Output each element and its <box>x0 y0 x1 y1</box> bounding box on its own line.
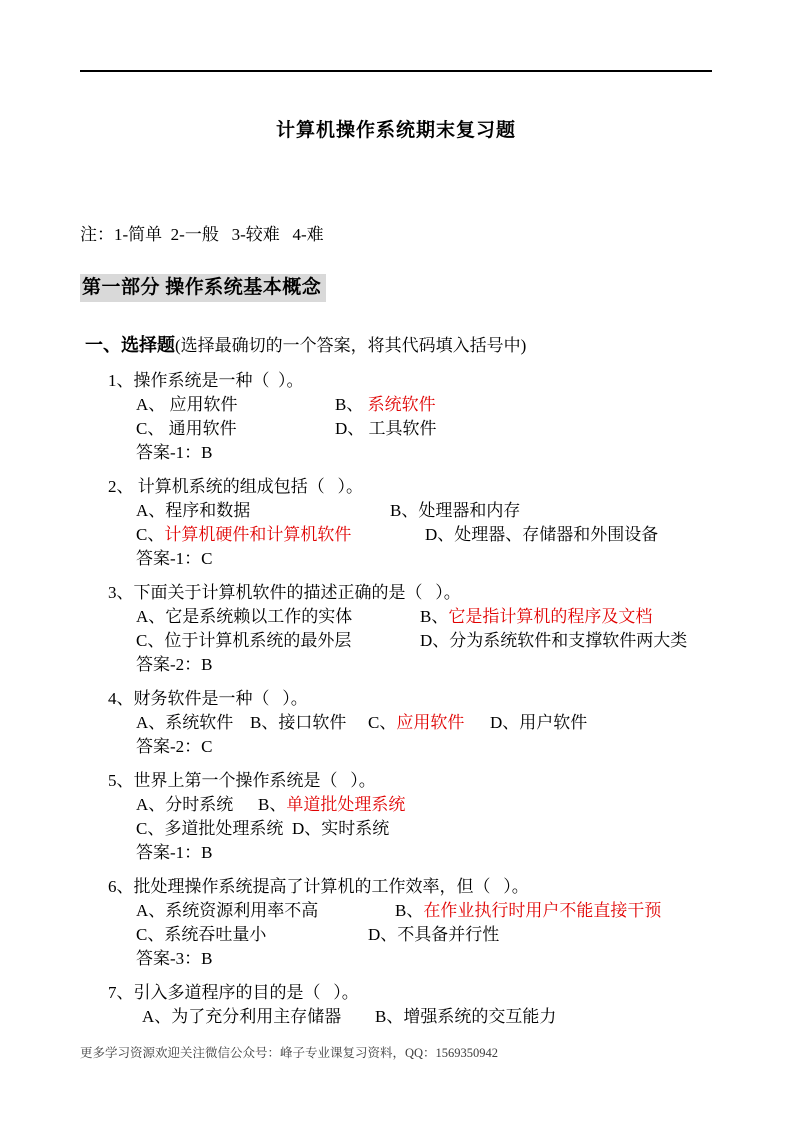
option-b <box>335 393 436 417</box>
option-c <box>136 523 425 547</box>
option-text: C、 <box>136 525 165 544</box>
option-row <box>80 499 712 523</box>
option-d <box>420 629 687 653</box>
option-d <box>335 417 437 441</box>
difficulty-note: 注：1-简单 2-一般 3-较难 4-难 <box>80 225 324 244</box>
option-text: B、 <box>395 901 424 920</box>
option-c <box>136 817 292 841</box>
option-text: B、 <box>335 395 368 414</box>
option-text: A、它是系统赖以工作的实体 <box>136 607 353 626</box>
correct-answer-text: 应用软件 <box>396 713 465 732</box>
correct-answer-text: 它是指计算机的程序及文档 <box>448 607 653 626</box>
question-stem: 6、批处理操作系统提高了计算机的工作效率，但（ ）。 <box>108 877 529 896</box>
subsection-heading <box>80 332 712 359</box>
question-2 <box>80 475 712 571</box>
document-content <box>0 70 793 1029</box>
option-a <box>136 605 420 629</box>
option-a <box>142 1005 375 1029</box>
option-text: D、处理器、存储器和外围设备 <box>425 525 659 544</box>
question-4 <box>80 687 712 759</box>
answer-line: 答案-1：C <box>136 549 213 568</box>
option-text: D、不具备并行性 <box>368 925 500 944</box>
question-stem: 4、财务软件是一种（ ）。 <box>108 689 308 708</box>
question-6 <box>80 875 712 971</box>
answer-line: 答案-3：B <box>136 949 213 968</box>
option-b <box>420 605 652 629</box>
question-stem: 3、下面关于计算机软件的描述正确的是（ ）。 <box>108 583 461 602</box>
answer-line: 答案-2：B <box>136 655 213 674</box>
option-c <box>368 711 490 735</box>
option-text: D、 工具软件 <box>335 419 437 438</box>
question-7 <box>80 981 712 1029</box>
option-d <box>292 817 389 841</box>
option-row <box>80 417 712 441</box>
header-rule <box>80 70 712 72</box>
option-text: B、处理器和内存 <box>390 501 521 520</box>
option-text: B、接口软件 <box>250 713 347 732</box>
option-text: C、位于计算机系统的最外层 <box>136 631 352 650</box>
option-text: A、程序和数据 <box>136 501 251 520</box>
option-b <box>250 711 368 735</box>
answer-line: 答案-1：B <box>136 843 213 862</box>
option-b <box>395 899 661 923</box>
answer-line: 答案-1：B <box>136 443 213 462</box>
option-text: D、分为系统软件和支撑软件两大类 <box>420 631 688 650</box>
option-d <box>425 523 658 547</box>
option-a <box>136 499 390 523</box>
option-b <box>390 499 520 523</box>
section-heading-wrap <box>80 274 712 302</box>
question-stem: 1、操作系统是一种（ ）。 <box>108 371 304 390</box>
option-c <box>136 629 420 653</box>
option-row <box>80 711 712 735</box>
option-text: C、多道批处理系统 <box>136 819 284 838</box>
option-row <box>80 899 712 923</box>
question-stem: 2、 计算机系统的组成包括（ ）。 <box>108 477 363 496</box>
option-text: A、系统软件 <box>136 713 234 732</box>
option-a <box>136 393 335 417</box>
option-text: A、分时系统 <box>136 795 234 814</box>
document-title: 计算机操作系统期末复习题 <box>275 120 516 141</box>
section-heading: 第一部分 操作系统基本概念 <box>80 274 326 302</box>
option-text: A、 应用软件 <box>136 395 238 414</box>
option-row <box>80 605 712 629</box>
option-row <box>80 393 712 417</box>
option-a <box>136 899 395 923</box>
correct-answer-text: 系统软件 <box>367 395 436 414</box>
question-stem: 7、引入多道程序的目的是（ ）。 <box>108 983 359 1002</box>
option-row <box>80 817 712 841</box>
correct-answer-text: 在作业执行时用户不能直接干预 <box>423 901 662 920</box>
answer-line: 答案-2：C <box>136 737 213 756</box>
option-a <box>136 793 258 817</box>
option-d <box>368 923 499 947</box>
question-5 <box>80 769 712 865</box>
option-c <box>136 923 368 947</box>
option-row <box>80 523 712 547</box>
option-b <box>375 1005 556 1029</box>
option-b <box>258 793 405 817</box>
option-row <box>80 923 712 947</box>
subsection-instructions: (选择最确切的一个答案，将其代码填入括号中) <box>175 336 527 355</box>
option-text: C、 通用软件 <box>136 419 237 438</box>
page-footer: 更多学习资源欢迎关注微信公众号：峰子专业课复习资料，QQ：1569350942 <box>80 1046 499 1060</box>
correct-answer-text: 计算机硬件和计算机软件 <box>164 525 352 544</box>
option-c <box>136 417 335 441</box>
question-3 <box>80 581 712 677</box>
option-text: C、系统吞吐量小 <box>136 925 267 944</box>
option-text: A、系统资源利用率不高 <box>136 901 319 920</box>
option-text: B、 <box>420 607 449 626</box>
option-text: D、用户软件 <box>490 713 588 732</box>
option-text: D、实时系统 <box>292 819 390 838</box>
question-1 <box>80 369 712 465</box>
question-stem: 5、世界上第一个操作系统是（ ）。 <box>108 771 376 790</box>
option-text: B、增强系统的交互能力 <box>375 1007 557 1026</box>
option-row <box>80 1005 712 1029</box>
option-text: B、 <box>258 795 287 814</box>
correct-answer-text: 单道批处理系统 <box>286 795 406 814</box>
option-text: A、为了充分利用主存储器 <box>142 1007 342 1026</box>
option-d <box>490 711 587 735</box>
option-text: C、 <box>368 713 397 732</box>
option-row <box>80 793 712 817</box>
option-a <box>136 711 250 735</box>
subsection-title: 一、选择题 <box>85 335 175 355</box>
option-row <box>80 629 712 653</box>
